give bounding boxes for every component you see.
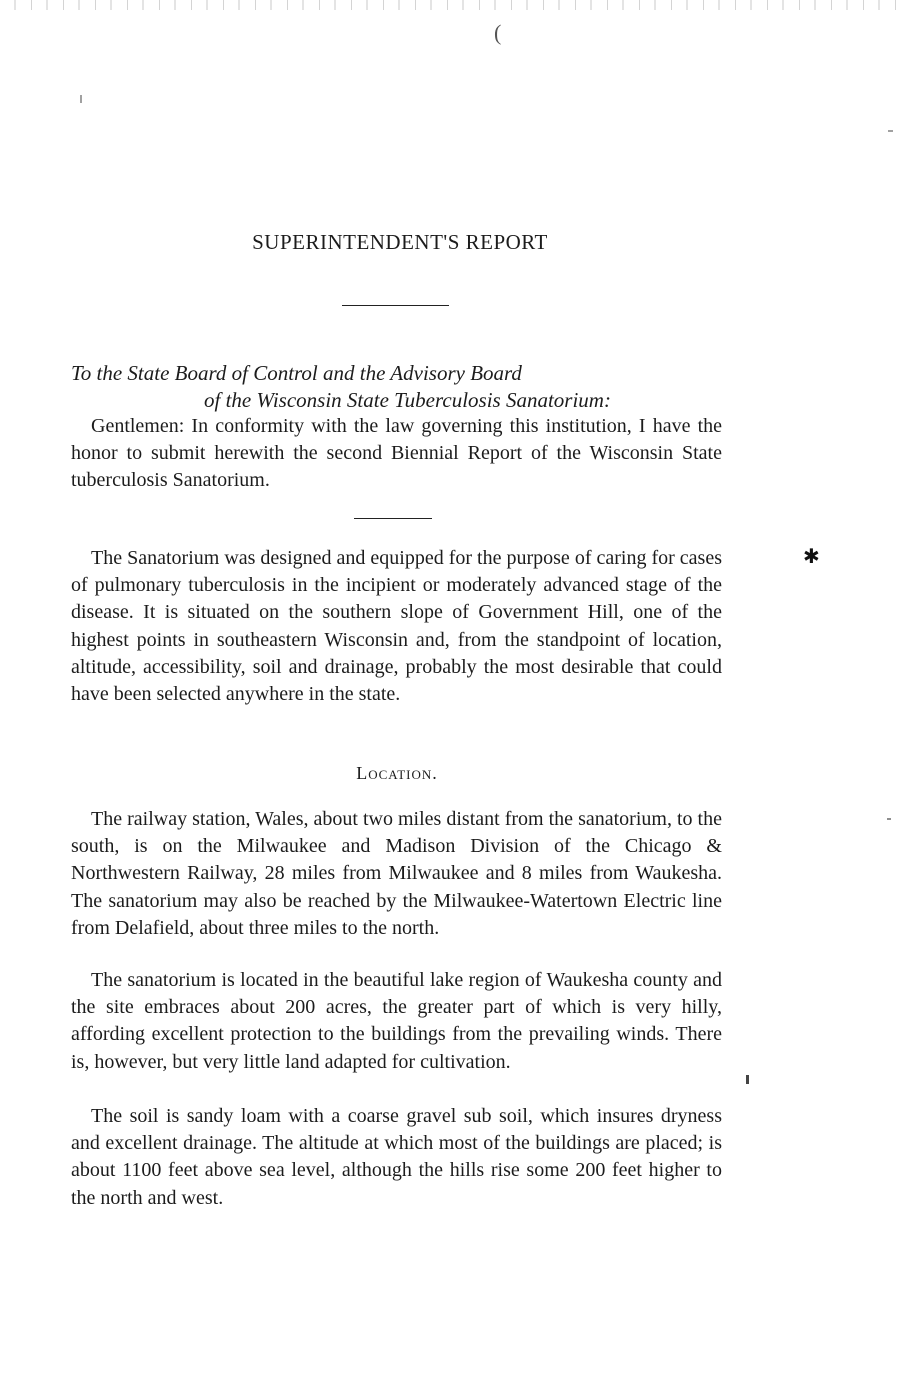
- ink-speck: [80, 95, 82, 103]
- section-divider: [354, 518, 432, 519]
- lake-region-paragraph: The sanatorium is located in the beautiful lake region of Waukesha county and the site embraces about 200 acres, the greater part of which is very hilly, affording excellent protection to the buildings from the prevailing winds. There is, however, but very little land adapted for cultivation.: [71, 969, 722, 1073]
- scan-edge-noise: [0, 0, 900, 10]
- address-line-1: To the State Board of Control and the Advisory Board: [71, 361, 522, 385]
- design-paragraph: The Sanatorium was designed and equipped for the purpose of caring for cases of pulmonary tuberculosis in the incipient or moderately advanced stage of the disease. It is situated on the southern slope of Government Hill, one of the highest points in southeastern Wisconsin and, from the standpoint of location, altitude, accessibility, soil and drainage, probably the most desirable that could have been selected anywhere in the state.: [71, 547, 722, 706]
- soil-paragraph: The soil is sandy loam with a coarse gravel sub soil, which insures dryness and excellent drainage. The altitude at which most of the buildings are placed; is about 1100 feet above sea level, although the hills rise some 200 feet higher to the north and west.: [71, 1105, 722, 1209]
- title-divider: [342, 305, 449, 306]
- ink-speck: [746, 1075, 749, 1084]
- report-title: SUPERINTENDENT'S REPORT: [252, 230, 548, 254]
- railway-paragraph: The railway station, Wales, about two miles distant from the sanatorium, to the south, is on the Milwaukee and Madison Division of the Chicago & Northwestern Railway, 28 miles from Milwaukee and 8 miles from Waukesha. The sanatorium may also be reached by the Milwaukee-Watertown Electric line from Delafield, about three miles to the north.: [71, 808, 722, 939]
- ink-blot-mark: ✱: [803, 546, 820, 568]
- ink-speck: [888, 130, 893, 132]
- salutation-paragraph: Gentlemen: In conformity with the law governing this institution, I have the honor to submit herewith the second Biennial Report of the Wisconsin State tuberculosis Sanatorium.: [71, 415, 722, 492]
- stray-mark: (: [494, 20, 502, 45]
- address-line-2: of the Wisconsin State Tuberculosis Sanatorium:: [204, 388, 611, 412]
- section-heading-location: Location.: [356, 763, 438, 783]
- ink-speck: [887, 818, 891, 820]
